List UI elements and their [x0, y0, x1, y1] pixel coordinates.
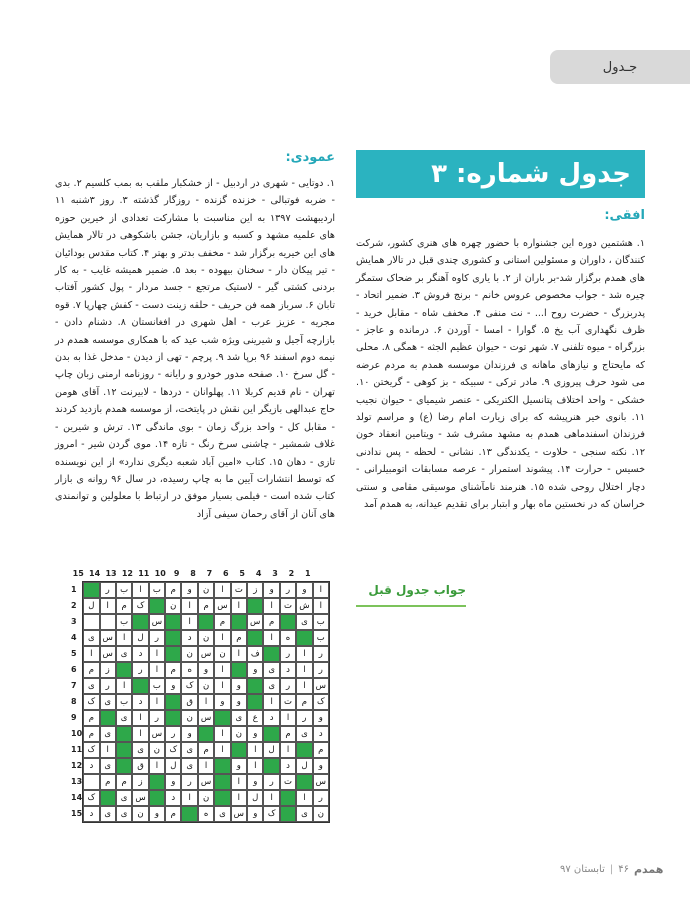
- grid-cell: ر: [181, 774, 197, 790]
- grid-cell: و: [231, 694, 247, 710]
- grid-cell: [83, 614, 99, 630]
- grid-cell: ا: [247, 758, 263, 774]
- grid-cell: ک: [165, 742, 181, 758]
- grid-cell: د: [313, 726, 329, 742]
- grid-cell-black: [296, 630, 312, 646]
- grid-cell-black: [214, 710, 230, 726]
- grid-cell: ب: [149, 582, 165, 598]
- column-number: 1: [305, 569, 311, 578]
- grid-cell-black: [198, 726, 214, 742]
- grid-cell: ی: [181, 742, 197, 758]
- grid-cell: ب: [149, 678, 165, 694]
- grid-cell: ر: [313, 790, 329, 806]
- column-number: 14: [89, 569, 101, 578]
- grid-cell: ر: [313, 646, 329, 662]
- across-label: افقی:: [604, 208, 645, 223]
- grid-cell: ر: [165, 726, 181, 742]
- crossword-grid-container: [70, 567, 330, 823]
- grid-cell: ا: [296, 678, 312, 694]
- grid-cell: ر: [149, 710, 165, 726]
- grid-cell-black: [149, 790, 165, 806]
- row-number: 4: [71, 633, 77, 642]
- grid-cell: د: [132, 646, 148, 662]
- grid-cell: ز: [100, 662, 116, 678]
- grid-cell: م: [198, 598, 214, 614]
- grid-cell: و: [231, 678, 247, 694]
- grid-cell: ی: [263, 662, 279, 678]
- grid-cell: ا: [263, 630, 279, 646]
- grid-cell: ر: [280, 646, 296, 662]
- down-clues: ۱. دوتایی - شهری در اردبیل - از خشکبار ملقب به بمب کلسیم ۲. بدی - ضربه فوتبالی - خزنده گزنده - روزگار گذشته ۳. روز ۳شنبه ۱۱ اردیبهشت ۱۳۹۷ به این مناسبت با مشارکت تعدادی از خیرین حوزه های علمیه مشهد و کسبه و بازاریان، جشن باشکوهی در تالار همایش های این خیریه برگزار شد - مخفف بدتر و بهتر ۴. کتاب مقدس بودائیان - تیر پیکان دار - سخنان بیهوده - بعد ۵. ضمیر همیشه غایب - به کار بردنی کشتی گیر - لاستیک مرتجع - جسد مردار - پول کشور آفتاب تابان ۶. سرباز همه فن حریف - حلقه زینت دست - کفش چهارپا ۷. قوه مجریه - عزیز عرب - اهل شهری در افغانستان ۸. دشنام دادن - بازارچه آجیل و شیرینی ویژه شب عید که با همکاری موسسه همدم در نیمه دوم اسفند ۹۶ برپا شد ۹. پرچم - تهی از دیدن - مدخل غذا به بدن - گل سرخ ۱۰. صفحه مدور خودرو و رایانه - روزنامه ارمنی زبان چاپ تهران - نام قدیم کربلا ۱۱. پهلوانان - دردها - لابیرنت ۱۲. آقای هومن حاج عبدالهی بازیگر این نقش در پایتخت، از موسسه همدم بازدید کردند - مقابل کل - واحد بزرگ زمان - بوی ماندگی ۱۳. ترش و شیرین - غلاف شمشیر - چاشنی سرخ رنگ - تازه ۱۴. موی گردن شیر - امروز تازی - دهان ۱۵. کتاب «امین آباد شعبه دیگری ندارد» از این نویسنده که توسط انتشارات آیین ما به چاپ رسیده، در سال ۹۶ روانه ی بازار کتاب شده است - فیلمی بسیار موفق در ارتباط با معلولین و توانمندی های آنان از آقای رحمان سیفی آزاد: [55, 178, 336, 520]
- page-footer: [560, 863, 663, 876]
- grid-cell: ش: [296, 598, 312, 614]
- grid-cell: ب: [313, 630, 329, 646]
- grid-cell: ی: [214, 806, 230, 822]
- grid-cell: ن: [149, 742, 165, 758]
- grid-cell: ل: [263, 742, 279, 758]
- grid-cell: د: [83, 806, 99, 822]
- section-tab-label: جـدول: [602, 59, 638, 75]
- footer-logo: همدم: [634, 863, 664, 876]
- grid-cell: د: [181, 630, 197, 646]
- grid-cell: س: [100, 630, 116, 646]
- grid-cell: ل: [296, 758, 312, 774]
- grid-cell: ی: [132, 742, 148, 758]
- crossword-grid: [82, 581, 330, 823]
- grid-cell: ل: [165, 758, 181, 774]
- grid-cell: و: [313, 758, 329, 774]
- grid-cell-black: [83, 582, 99, 598]
- grid-cell: ا: [280, 710, 296, 726]
- grid-cell: و: [181, 726, 197, 742]
- grid-cell: ا: [313, 598, 329, 614]
- grid-cell: ا: [296, 646, 312, 662]
- grid-cell-black: [132, 678, 148, 694]
- grid-cell: ر: [263, 774, 279, 790]
- grid-cell: س: [198, 774, 214, 790]
- column-number: 11: [138, 569, 150, 578]
- page-title: جدول شماره: ۳: [356, 150, 645, 198]
- grid-cell: ن: [181, 710, 197, 726]
- grid-cell: و: [247, 662, 263, 678]
- footer-separator: |: [609, 864, 614, 875]
- grid-cell: ا: [313, 582, 329, 598]
- grid-cell-black: [165, 710, 181, 726]
- section-tab: [550, 50, 690, 84]
- grid-cell: ک: [313, 694, 329, 710]
- row-number: 6: [71, 665, 77, 674]
- grid-cell: ک: [83, 742, 99, 758]
- row-number: 15: [71, 809, 83, 818]
- grid-cell: س: [214, 598, 230, 614]
- grid-cell-black: [231, 742, 247, 758]
- grid-cell: ا: [198, 758, 214, 774]
- grid-cell: س: [132, 790, 148, 806]
- grid-cell: س: [231, 806, 247, 822]
- grid-cell: ب: [116, 582, 132, 598]
- grid-cell: م: [313, 742, 329, 758]
- grid-cell: ا: [214, 582, 230, 598]
- grid-cell: ا: [296, 662, 312, 678]
- grid-cell: ر: [296, 710, 312, 726]
- grid-cell: م: [100, 774, 116, 790]
- grid-cell: ا: [231, 646, 247, 662]
- grid-cell: ا: [116, 678, 132, 694]
- grid-cell: ر: [100, 582, 116, 598]
- grid-cell: ز: [132, 774, 148, 790]
- grid-cell: ا: [149, 694, 165, 710]
- grid-cell-black: [165, 694, 181, 710]
- row-numbers: [68, 581, 82, 823]
- grid-cell: ن: [214, 646, 230, 662]
- grid-cell-black: [280, 614, 296, 630]
- column-numbers: [70, 567, 316, 581]
- grid-cell-black: [280, 790, 296, 806]
- grid-cell: ی: [100, 758, 116, 774]
- grid-cell: ک: [83, 694, 99, 710]
- grid-cell: ن: [231, 726, 247, 742]
- column-number: 15: [72, 569, 84, 578]
- grid-cell: ه: [181, 662, 197, 678]
- grid-cell: ی: [116, 646, 132, 662]
- grid-cell: ا: [214, 662, 230, 678]
- grid-cell: ر: [313, 662, 329, 678]
- grid-cell: ا: [83, 646, 99, 662]
- grid-cell: ر: [280, 582, 296, 598]
- grid-cell: ا: [280, 742, 296, 758]
- grid-cell-black: [132, 614, 148, 630]
- grid-cell: ن: [132, 806, 148, 822]
- row-number: 7: [71, 681, 77, 690]
- grid-cell: ر: [280, 678, 296, 694]
- grid-cell: م: [263, 614, 279, 630]
- grid-cell-black: [263, 758, 279, 774]
- grid-cell: و: [214, 694, 230, 710]
- grid-cell: و: [181, 582, 197, 598]
- row-number: 1: [71, 585, 77, 594]
- row-number: 10: [71, 729, 83, 738]
- grid-cell: و: [247, 774, 263, 790]
- grid-cell: ن: [313, 806, 329, 822]
- grid-cell: ا: [231, 598, 247, 614]
- grid-cell: ا: [263, 790, 279, 806]
- grid-cell: د: [280, 758, 296, 774]
- grid-cell-black: [263, 726, 279, 742]
- grid-cell: د: [165, 790, 181, 806]
- grid-cell: ی: [296, 806, 312, 822]
- grid-cell: س: [247, 614, 263, 630]
- grid-cell: و: [231, 758, 247, 774]
- grid-cell: و: [165, 678, 181, 694]
- grid-cell-black: [296, 742, 312, 758]
- grid-cell: ا: [132, 726, 148, 742]
- grid-cell: ا: [181, 598, 197, 614]
- grid-cell: ل: [83, 598, 99, 614]
- grid-cell: ب: [116, 694, 132, 710]
- grid-cell: د: [263, 710, 279, 726]
- grid-cell: [100, 614, 116, 630]
- grid-cell: ی: [83, 678, 99, 694]
- column-number: 4: [255, 569, 262, 578]
- grid-cell: و: [263, 582, 279, 598]
- grid-cell: ن: [198, 678, 214, 694]
- grid-cell: ق: [132, 758, 148, 774]
- grid-cell-black: [149, 598, 165, 614]
- grid-cell-black: [214, 758, 230, 774]
- grid-cell: د: [280, 662, 296, 678]
- grid-cell: م: [83, 710, 99, 726]
- grid-cell: ا: [100, 742, 116, 758]
- grid-cell: و: [247, 806, 263, 822]
- grid-cell-black: [165, 630, 181, 646]
- grid-cell: [83, 774, 99, 790]
- grid-cell-black: [214, 774, 230, 790]
- row-number: 9: [71, 713, 77, 722]
- grid-cell: س: [313, 678, 329, 694]
- grid-cell: م: [83, 662, 99, 678]
- answer-label: جواب جدول قبل: [356, 583, 466, 607]
- page-number: ۴۶: [618, 864, 629, 875]
- grid-cell: ک: [181, 678, 197, 694]
- grid-cell: ا: [181, 790, 197, 806]
- grid-cell: ر: [100, 678, 116, 694]
- grid-cell: ت: [280, 598, 296, 614]
- grid-cell: ت: [280, 774, 296, 790]
- row-number: 13: [71, 777, 83, 786]
- column-number: 3: [272, 569, 278, 578]
- grid-cell: ا: [198, 694, 214, 710]
- grid-cell: ی: [263, 678, 279, 694]
- grid-cell: د: [132, 694, 148, 710]
- grid-cell: ا: [296, 790, 312, 806]
- column-number: 2: [288, 569, 295, 578]
- grid-cell: ل: [247, 790, 263, 806]
- grid-cell: ی: [116, 710, 132, 726]
- grid-cell: ا: [263, 694, 279, 710]
- grid-cell: م: [83, 726, 99, 742]
- down-label: عمودی:: [285, 150, 335, 165]
- grid-cell: ا: [231, 774, 247, 790]
- grid-cell: ا: [181, 614, 197, 630]
- grid-cell: ک: [263, 806, 279, 822]
- grid-cell-black: [198, 614, 214, 630]
- grid-cell: ا: [247, 742, 263, 758]
- grid-cell: و: [313, 710, 329, 726]
- grid-cell: ی: [100, 726, 116, 742]
- grid-cell-black: [247, 598, 263, 614]
- grid-cell: س: [198, 646, 214, 662]
- column-number: 6: [223, 569, 229, 578]
- grid-cell: ی: [116, 806, 132, 822]
- grid-cell: م: [296, 694, 312, 710]
- grid-cell: س: [100, 646, 116, 662]
- column-number: 12: [121, 569, 133, 578]
- column-number: 9: [173, 569, 180, 578]
- grid-cell: ا: [132, 582, 148, 598]
- grid-cell: ا: [116, 630, 132, 646]
- grid-cell: ا: [149, 662, 165, 678]
- grid-cell: ر: [132, 662, 148, 678]
- grid-cell: ل: [132, 630, 148, 646]
- grid-cell: ه: [198, 806, 214, 822]
- grid-cell-black: [165, 614, 181, 630]
- grid-cell-black: [231, 662, 247, 678]
- grid-cell: ب: [116, 614, 132, 630]
- grid-cell: ه: [280, 630, 296, 646]
- grid-cell-black: [247, 678, 263, 694]
- grid-cell: ق: [181, 694, 197, 710]
- column-number: 7: [206, 569, 213, 578]
- grid-cell: ب: [313, 614, 329, 630]
- grid-cell: ی: [100, 694, 116, 710]
- footer-season: تابستان ۹۷: [560, 864, 605, 875]
- grid-cell-black: [100, 710, 116, 726]
- grid-cell-black: [247, 630, 263, 646]
- grid-cell: ک: [132, 598, 148, 614]
- grid-cell: ا: [231, 790, 247, 806]
- grid-cell: ی: [296, 726, 312, 742]
- grid-cell: ا: [214, 678, 230, 694]
- grid-cell: د: [83, 758, 99, 774]
- grid-cell: ا: [149, 646, 165, 662]
- row-number: 14: [71, 793, 83, 802]
- grid-cell-black: [149, 774, 165, 790]
- grid-cell: ن: [165, 598, 181, 614]
- grid-cell: ا: [132, 710, 148, 726]
- grid-cell: ی: [181, 758, 197, 774]
- grid-cell: ی: [296, 614, 312, 630]
- grid-cell: ن: [198, 582, 214, 598]
- grid-cell: ن: [198, 630, 214, 646]
- grid-cell: م: [280, 726, 296, 742]
- row-number: 12: [71, 761, 83, 770]
- grid-cell: ا: [214, 742, 230, 758]
- grid-cell: و: [165, 774, 181, 790]
- row-number: 8: [71, 697, 77, 706]
- column-number: 10: [154, 569, 166, 578]
- grid-cell: ا: [149, 758, 165, 774]
- grid-cell: م: [165, 582, 181, 598]
- grid-cell: م: [116, 598, 132, 614]
- grid-cell-black: [100, 790, 116, 806]
- grid-cell-black: [214, 790, 230, 806]
- grid-cell: س: [313, 774, 329, 790]
- grid-cell: ی: [100, 806, 116, 822]
- grid-cell: م: [165, 806, 181, 822]
- grid-cell-black: [231, 614, 247, 630]
- grid-cell: م: [231, 630, 247, 646]
- grid-cell: م: [198, 742, 214, 758]
- across-clues: ۱. هشتمین دوره این جشنواره با حضور چهره های هنری کشور، شرکت کنندگان ، داوران و مسئولین استانی و کشوری چندی قبل در تالار همایش های همدم برگزار شد-بر باران از ۲. با یاری کاوه آهنگر بر ضحاک ستمگر چیره شد - جواب مخصوص عروس خانم - برنج فروش ۳. ضمیر اتحاد - پدربزرگ - حضرت روح ا... - نت منفی ۴. مخفف شاه - مقابل خرید - ظرف نگهداری آب یخ ۵. گوارا - امسا - آوردن ۶. درمانده و عاجز - بزرگراه - میوه تلفنی ۷. شهر توت - حیوان عظیم الجثه - همگی ۸. محلی که مایحتاج و نیازهای ماهانه ی فرزندان موسسه همدم به مردم عرضه می شود حرف پیروزی ۹. مادر ترکی - سبیکه - بز کوهی - گریختن ۱۰. خشکی - واحد اختلاف پتانسیل الکتریکی - عنصر شیمیای - حیوان نجیب ۱۱. بانوی خیر هنرپیشه که برای زیارت امام رضا (ع) و مراسم تولد فرزندان اسفندماهی همدم به مشهد مشرف شد - ویتامین انعقاد خون ۱۲. نکته سنجی - حلاوت - یکدندگی ۱۳. نشانی - لحظه - پس ندادنی خسیس - حرارت ۱۴. پیشوند استمرار - عرصه مسابقات اتومبیلرانی - دچار اختلال روحی شده ۱۵. هنرمند نامآشنای موسیقی مقامی و سنتی خراسان که در نخستین ماه بهار و ابتبار برای تقدیم عیدانه، به همدم آمد: [356, 238, 646, 511]
- grid-cell-black: [247, 694, 263, 710]
- grid-cell: ع: [247, 710, 263, 726]
- grid-cell: س: [149, 726, 165, 742]
- grid-cell: و: [247, 726, 263, 742]
- grid-cell: ف: [247, 646, 263, 662]
- grid-cell-black: [165, 646, 181, 662]
- grid-cell: ا: [214, 630, 230, 646]
- grid-cell-black: [116, 742, 132, 758]
- grid-cell: ن: [181, 646, 197, 662]
- row-number: 11: [71, 745, 83, 754]
- grid-cell-black: [280, 806, 296, 822]
- grid-cell-black: [116, 758, 132, 774]
- grid-cell-black: [116, 662, 132, 678]
- grid-cell: س: [149, 614, 165, 630]
- grid-cell: ت: [231, 582, 247, 598]
- grid-cell: ا: [214, 726, 230, 742]
- grid-cell: ا: [263, 598, 279, 614]
- grid-cell: ت: [280, 694, 296, 710]
- grid-cell: ک: [83, 790, 99, 806]
- grid-cell: ن: [198, 790, 214, 806]
- grid-cell: ی: [83, 630, 99, 646]
- grid-cell: ی: [231, 710, 247, 726]
- grid-cell: س: [198, 710, 214, 726]
- grid-cell-black: [263, 646, 279, 662]
- grid-cell: و: [149, 806, 165, 822]
- grid-cell: م: [214, 614, 230, 630]
- grid-cell: و: [296, 582, 312, 598]
- grid-cell-black: [116, 726, 132, 742]
- grid-cell-black: [296, 774, 312, 790]
- grid-cell: ز: [247, 582, 263, 598]
- grid-cell: و: [198, 662, 214, 678]
- column-number: 13: [105, 569, 117, 578]
- row-number: 3: [71, 617, 77, 626]
- grid-cell: ر: [149, 630, 165, 646]
- grid-cell: م: [165, 662, 181, 678]
- row-number: 5: [71, 649, 77, 658]
- grid-cell: ی: [116, 790, 132, 806]
- grid-cell-black: [181, 806, 197, 822]
- column-number: 8: [190, 569, 196, 578]
- column-number: 5: [239, 569, 245, 578]
- grid-cell: م: [116, 774, 132, 790]
- grid-cell: ا: [100, 598, 116, 614]
- row-number: 2: [71, 601, 77, 610]
